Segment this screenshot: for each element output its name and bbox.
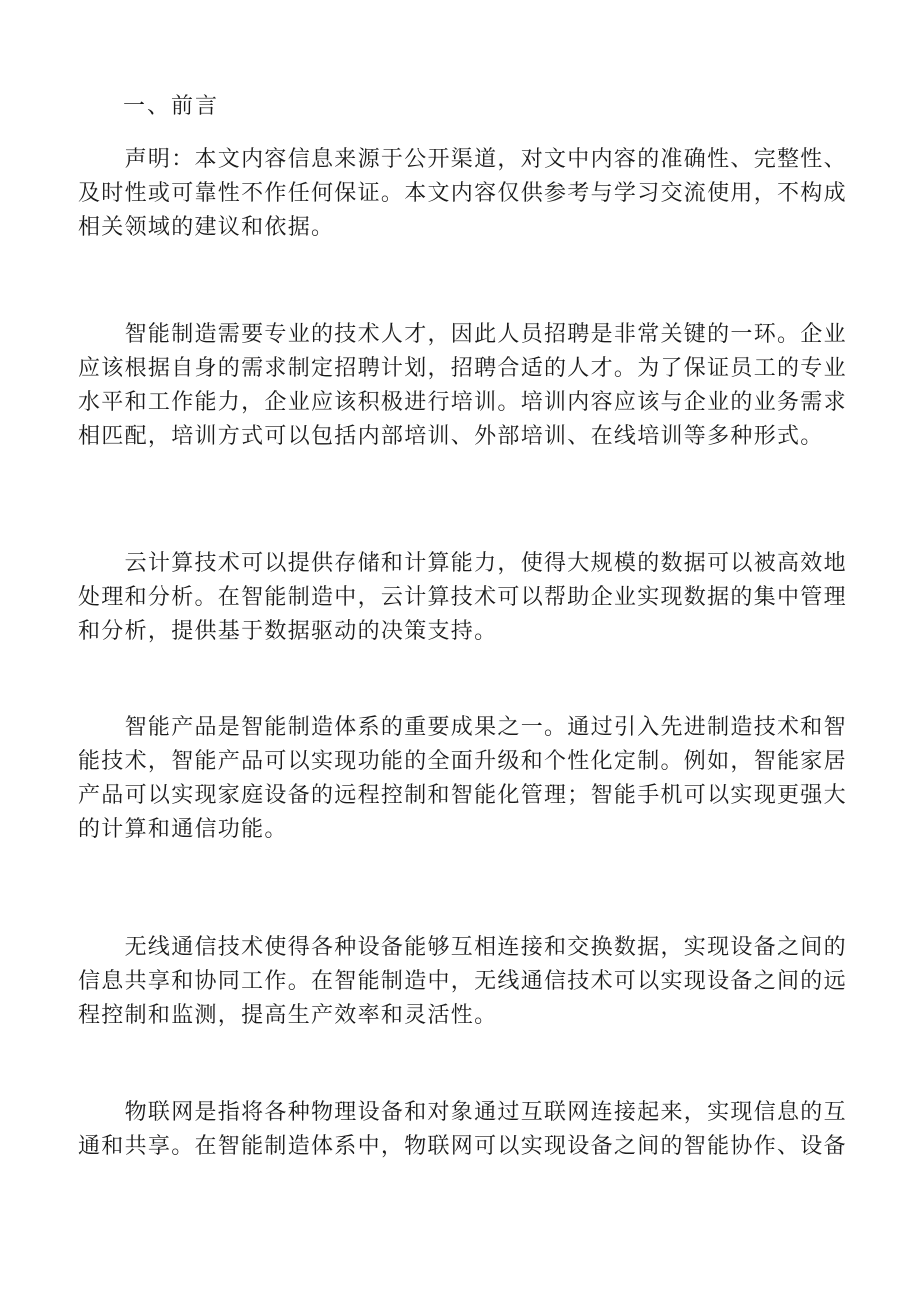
- paragraph-line: 产品可以实现家庭设备的远程控制和智能化管理；智能手机可以实现更强大: [78, 783, 847, 808]
- paragraph-line: 物联网是指将各种物理设备和对象通过互联网连接起来，实现信息的互: [78, 1100, 847, 1125]
- paragraph-line: 和分析，提供基于数据驱动的决策支持。: [78, 619, 498, 644]
- paragraph-line: 智能制造需要专业的技术人才，因此人员招聘是非常关键的一环。企业: [78, 322, 847, 347]
- section-heading: 一、前言: [123, 94, 220, 119]
- wireless-communication-paragraph: [78, 931, 847, 1033]
- smart-products-paragraph: [78, 711, 847, 847]
- paragraph-line: 通和共享。在智能制造体系中，物联网可以实现设备之间的智能协作、设备: [78, 1134, 847, 1159]
- paragraph-line: 应该根据自身的需求制定招聘计划，招聘合适的人才。为了保证员工的专业: [78, 356, 847, 381]
- talent-recruitment-paragraph: [78, 318, 847, 454]
- iot-paragraph: [78, 1096, 847, 1164]
- paragraph-line: 的计算和通信功能。: [78, 817, 288, 842]
- paragraph-line: 处理和分析。在智能制造中，云计算技术可以帮助企业实现数据的集中管理: [78, 585, 847, 610]
- paragraph-line: 无线通信技术使得各种设备能够互相连接和交换数据，实现设备之间的: [78, 935, 847, 960]
- paragraph-line: 能技术，智能产品可以实现功能的全面升级和个性化定制。例如，智能家居: [78, 749, 847, 774]
- paragraph-line: 相关领域的建议和依据。: [78, 215, 335, 240]
- paragraph-line: 智能产品是智能制造体系的重要成果之一。通过引入先进制造技术和智: [78, 715, 847, 740]
- disclaimer-paragraph: [78, 143, 847, 245]
- paragraph-line: 云计算技术可以提供存储和计算能力，使得大规模的数据可以被高效地: [78, 551, 847, 576]
- paragraph-line: 声明：本文内容信息来源于公开渠道，对文中内容的准确性、完整性、: [78, 147, 847, 172]
- paragraph-line: 程控制和监测，提高生产效率和灵活性。: [78, 1003, 498, 1028]
- paragraph-line: 及时性或可靠性不作任何保证。本文内容仅供参考与学习交流使用，不构成: [78, 181, 847, 206]
- paragraph-line: 水平和工作能力，企业应该积极进行培训。培训内容应该与企业的业务需求: [78, 390, 847, 415]
- paragraph-line: 信息共享和协同工作。在智能制造中，无线通信技术可以实现设备之间的远: [78, 969, 847, 994]
- cloud-computing-paragraph: [78, 547, 847, 649]
- paragraph-line: 相匹配，培训方式可以包括内部培训、外部培训、在线培训等多种形式。: [78, 424, 824, 449]
